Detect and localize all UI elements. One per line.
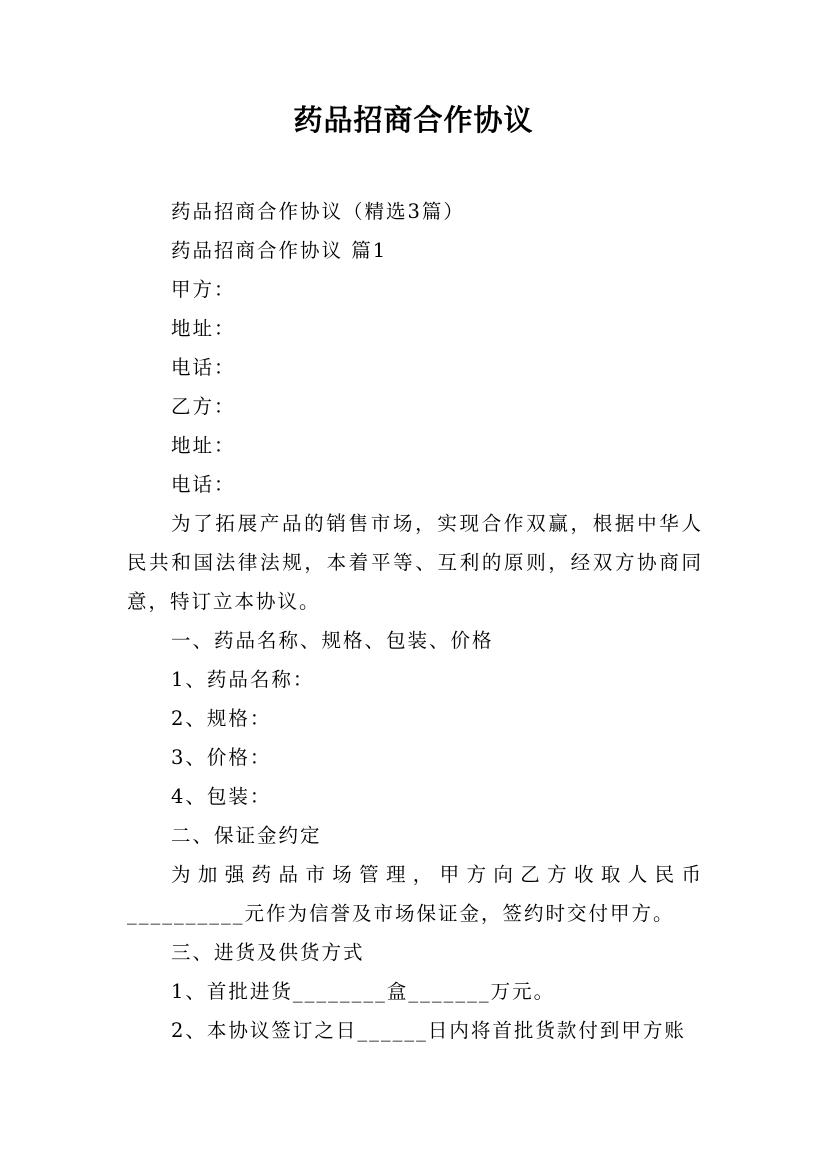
- paragraph-price: 3、价格：: [171, 746, 272, 769]
- paragraph-party-b: 乙方：: [171, 395, 236, 418]
- paragraph-clause-1-heading: 一、药品名称、规格、包装、价格: [171, 629, 494, 652]
- paragraph-packaging: 4、包装：: [171, 785, 272, 808]
- paragraph-party-a: 甲方：: [171, 278, 236, 301]
- paragraph-subtitle: 药品招商合作协议（精选3篇）: [171, 200, 465, 223]
- paragraph-party-a-phone: 电话：: [171, 356, 236, 379]
- paragraph-section-heading: 药品招商合作协议 篇1: [171, 239, 388, 262]
- paragraph-preamble: 为了拓展产品的销售市场，实现合作双赢，根据中华人民共和国法律法规，本着平等、互利的原则，经双方协商同意，特订立本协议。: [127, 512, 703, 613]
- paragraph-deposit: 为加强药品市场管理，甲方向乙方收取人民币__________元作为信誉及市场保证金，签约时交付甲方。: [127, 863, 703, 925]
- paragraph-clause-3-heading: 三、进货及供货方式: [171, 941, 365, 964]
- paragraph-clause-2-heading: 二、保证金约定: [171, 824, 322, 847]
- paragraph-drug-name: 1、药品名称：: [171, 668, 315, 691]
- document-body: [127, 192, 703, 1050]
- paragraph-specification: 2、规格：: [171, 707, 272, 730]
- paragraph-first-order: 1、首批进货________盒_______万元。: [171, 980, 556, 1003]
- paragraph-payment-term: 2、本协议签订之日______日内将首批货款付到甲方账: [171, 1019, 686, 1042]
- document-title: 药品招商合作协议: [293, 103, 534, 137]
- paragraph-party-a-address: 地址：: [171, 317, 236, 340]
- paragraph-party-b-address: 地址：: [171, 434, 236, 457]
- paragraph-party-b-phone: 电话：: [171, 473, 236, 496]
